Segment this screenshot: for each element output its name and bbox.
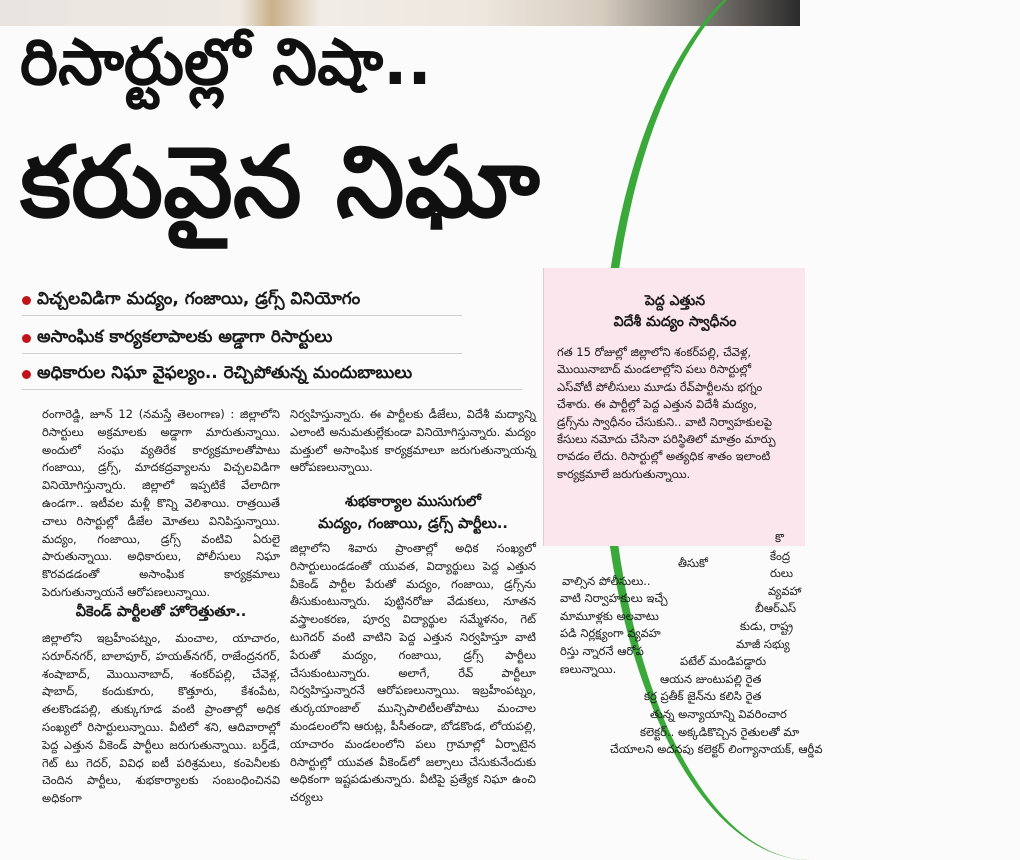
bullet-point <box>22 324 462 354</box>
column1-paragraph-1: రంగారెడ్డి, జూన్ 12 (నమస్తే తెలంగాణ) : జిల్లాలోని రిసార్టులు అక్రమాలకు అడ్డాగా మారుతున్నాయి. అందులో సంఘ వ్యతిరేక కార్యక్రమాలతోపాటు గంజాయి, డ్రగ్స్, మాదకద్రవ్యాలను విచ్చలవిడిగా వినియోగిస్తున్నారు. జిల్లాలో ఇప్పటికే వేలాదిగా ఉండగా.. ఇటీవల మళ్లీ కొన్ని వెలిశాయి. రాత్రయితే చాలు రిసార్టుల్లో డీజేల మోతలు వినిపిస్తున్నాయి. మద్యం, గంజాయి, డ్రగ్స్ వంటివి ఏరులై పారుతున్నాయి. అధికారులు, పోలీసులు నిఘా కొరవడడంతో అసాంఘిక కార్యక్రమాలు పెరుగుతున్నాయనే ఆరోపణలున్నాయి. <box>42 407 280 599</box>
column4-line: కుడు, రాష్ట్ర <box>740 618 794 633</box>
column4-line: రులు <box>770 566 793 581</box>
column4-line: కొ <box>775 531 784 545</box>
column2-paragraph-2: జిల్లాలోని శివారు ప్రాంతాల్లో అధిక సంఖ్యలో రిసార్టులుండడంతో యువత, విద్యార్థులు పెద్ద ఎత్తున వీకెండ్ పార్టీల పేరుతో మద్యం, గంజాయి, డ్రగ్స్‌ను తీసుకుంటున్నారు. పుట్టినరోజు వేడుకలు, నూతన వస్త్రాలంకరణ, పూర్వ విద్యార్థుల సమ్మేళనం, గెట్ టుగెదర్ వంటి వాటిని పెద్ద ఎత్తున నిర్వహిస్తూ వాటి పేరుతో మద్యం, గంజాయి, డ్రగ్స్ పార్టీలు చేసుకుంటున్నారు. అలాగే, రేవ్ పార్టీలూ నిర్వహిస్తున్నారనే ఆరోపణలున్నాయి. ఇబ్రహీంపట్నం, తుర్కయాంజాల్ మున్సిపాలిటీలతోపాటు మంచాల మండలంలోని ఆరుట్ల, పీసీతండా, బోడకొండ, లోయపల్లి, యాచారం మండలంలోని పలు గ్రామాల్లో ఏర్పాటైన రిసార్టుల్లో యువత వీకెండ్‌లో జల్సాలు చేసుకునేందుకు అధికంగా ఇష్టపడుతున్నారు. వీటిపై ప్రత్యేక నిఘా ఉంచి చర్యలు <box>290 541 536 805</box>
column4-line: తున్న అన్యాయాన్ని వివరించార <box>650 706 787 721</box>
column4-line: పటేల్ మండిపడ్డారు <box>680 654 767 669</box>
bullet-point <box>22 286 462 316</box>
bullet-text: అధికారుల నిఘా వైఫల్యం.. రెచ్చిపోతున్న మందుబాబులు <box>37 362 413 383</box>
column4-line: కలెక్టర్.. అక్కడికొచ్చిన రైతులతో మా <box>640 724 800 739</box>
headline-line-1: రిసార్టుల్లో నిషా.. <box>20 26 432 100</box>
column2-subheading-1: శుభకార్యాల ముసుగులో <box>345 494 481 510</box>
column4-line: కేంద్ర <box>770 548 790 563</box>
column3-line: ణలున్నాయి. <box>560 661 617 676</box>
column4-line: కర్ర ప్రతీక్ జైన్‌ను కలిసి రైత <box>644 689 762 704</box>
sidebar-heading-1: పెద్ద ఎత్తున <box>644 293 706 309</box>
column4-line: ఆయన జుంటుపల్లి రైత <box>660 671 762 686</box>
column4-line: మాజీ సభ్యు <box>736 636 790 651</box>
sidebar-heading-2: విదేశీ మద్యం స్వాధీనం <box>613 314 737 330</box>
column3-line: వాటి నిర్వాహకులు ఇచ్చే <box>560 591 668 606</box>
column1-subheading: వీకెండ్ పార్టీలతో హోరెత్తుతూ.. <box>75 604 247 620</box>
sidebar-body: గత 15 రోజుల్లో జిల్లాలోని శంకర్‌పల్లి, చేవెళ్ల, మొయినాబాద్ మండలాల్లోని పలు రిసార్టుల్లో ఎస్‌వోటీ పోలీసులు మూడు రేవ్‌పార్టీలను భగ్నం చేశారు. ఈ పార్టీల్లో పెద్ద ఎత్తున విదేశీ మద్యం, డ్రగ్స్‌ను స్వాధీనం చేసుకుని.. వాటి నిర్వాహకులపై కేసులు నమోదు చేసినా పరిస్థితిలో మాత్రం మార్పు రావడం లేదు. రిసార్టుల్లో అత్యధిక శాతం ఇలాంటి కార్యక్రమాలే జరుగుతున్నాయి. <box>557 345 776 481</box>
column3-line: మామూళ్లకు అలవాటు <box>560 608 659 623</box>
column4-line: వ్యవహా <box>768 583 802 598</box>
column3-line: తీసుకో <box>678 556 708 570</box>
bullet-dot-icon <box>22 296 31 305</box>
column4-line: చేయాలని అదనపు కలెక్టర్ లింగ్యానాయక్, ఆర్డీవ <box>610 742 823 757</box>
headline-line-2: కరువైన నిఘా <box>20 126 540 240</box>
column3-line: వాల్సిన పోలీసులు.. <box>562 573 651 588</box>
column3-line: రిస్తు న్నారనే ఆరోప <box>560 643 644 658</box>
bullet-text: విచ్చలవిడిగా మద్యం, గంజాయి, డ్రగ్స్ వినియోగం <box>37 288 361 309</box>
column1-paragraph-2: జిల్లాలోని ఇబ్రహీంపట్నం, మంచాల, యాచారం, సరూర్‌నగర్, బాలాపూర్, హయత్‌నగర్, రాజేంద్రనగర్, శంషాబాద్, మొయినాబాద్, శంకర్‌పల్లి, చేవెళ్ల, షాబాద్, కందుకూరు, కొత్తూరు, కేశంపేట, తలకొండపల్లి, తుక్కుగూడ వంటి ప్రాంతాల్లో అధిక సంఖ్యలో రిసార్టులున్నాయి. వీటిలో శని, ఆదివారాల్లో పెద్ద ఎత్తున వీకెండ్ పార్టీలు జరుగుతున్నాయి. బర్త్‌డే, గెట్ టు గెదర్, వివిధ ఐటీ పరిశ్రమలు, కంపెనీలకు చెందిన పార్టీలు, శుభకార్యాలకు సంబంధించినవి అధికంగా <box>42 631 280 806</box>
bullet-dot-icon <box>22 334 31 343</box>
column2-paragraph-1: నిర్వహిస్తున్నారు. ఈ పార్టీలకు డీజేలు, విదేశీ మద్యాన్ని ఎలాంటి అనుమతుల్లేకుండా వినియోగిస్తున్నారు. మద్యం మత్తులో అసాంఘిక కార్యక్రమాలూ జరుగుతున్నాయన్న ఆరోపణలున్నాయి. <box>290 407 536 475</box>
bullet-text: అసాంఘిక కార్యకలాపాలకు అడ్డాగా రిసార్టులు <box>37 326 333 347</box>
column3-line: పడి నిర్లక్ష్యంగా వ్యవహ <box>560 626 661 641</box>
column2-subheading-2: మద్యం, గంజాయి, డ్రగ్స్ పార్టీలు.. <box>318 516 508 532</box>
column4-line: బీఆర్ఎస్ <box>755 601 797 616</box>
bullet-dot-icon <box>22 370 31 379</box>
bullet-point <box>22 360 522 390</box>
